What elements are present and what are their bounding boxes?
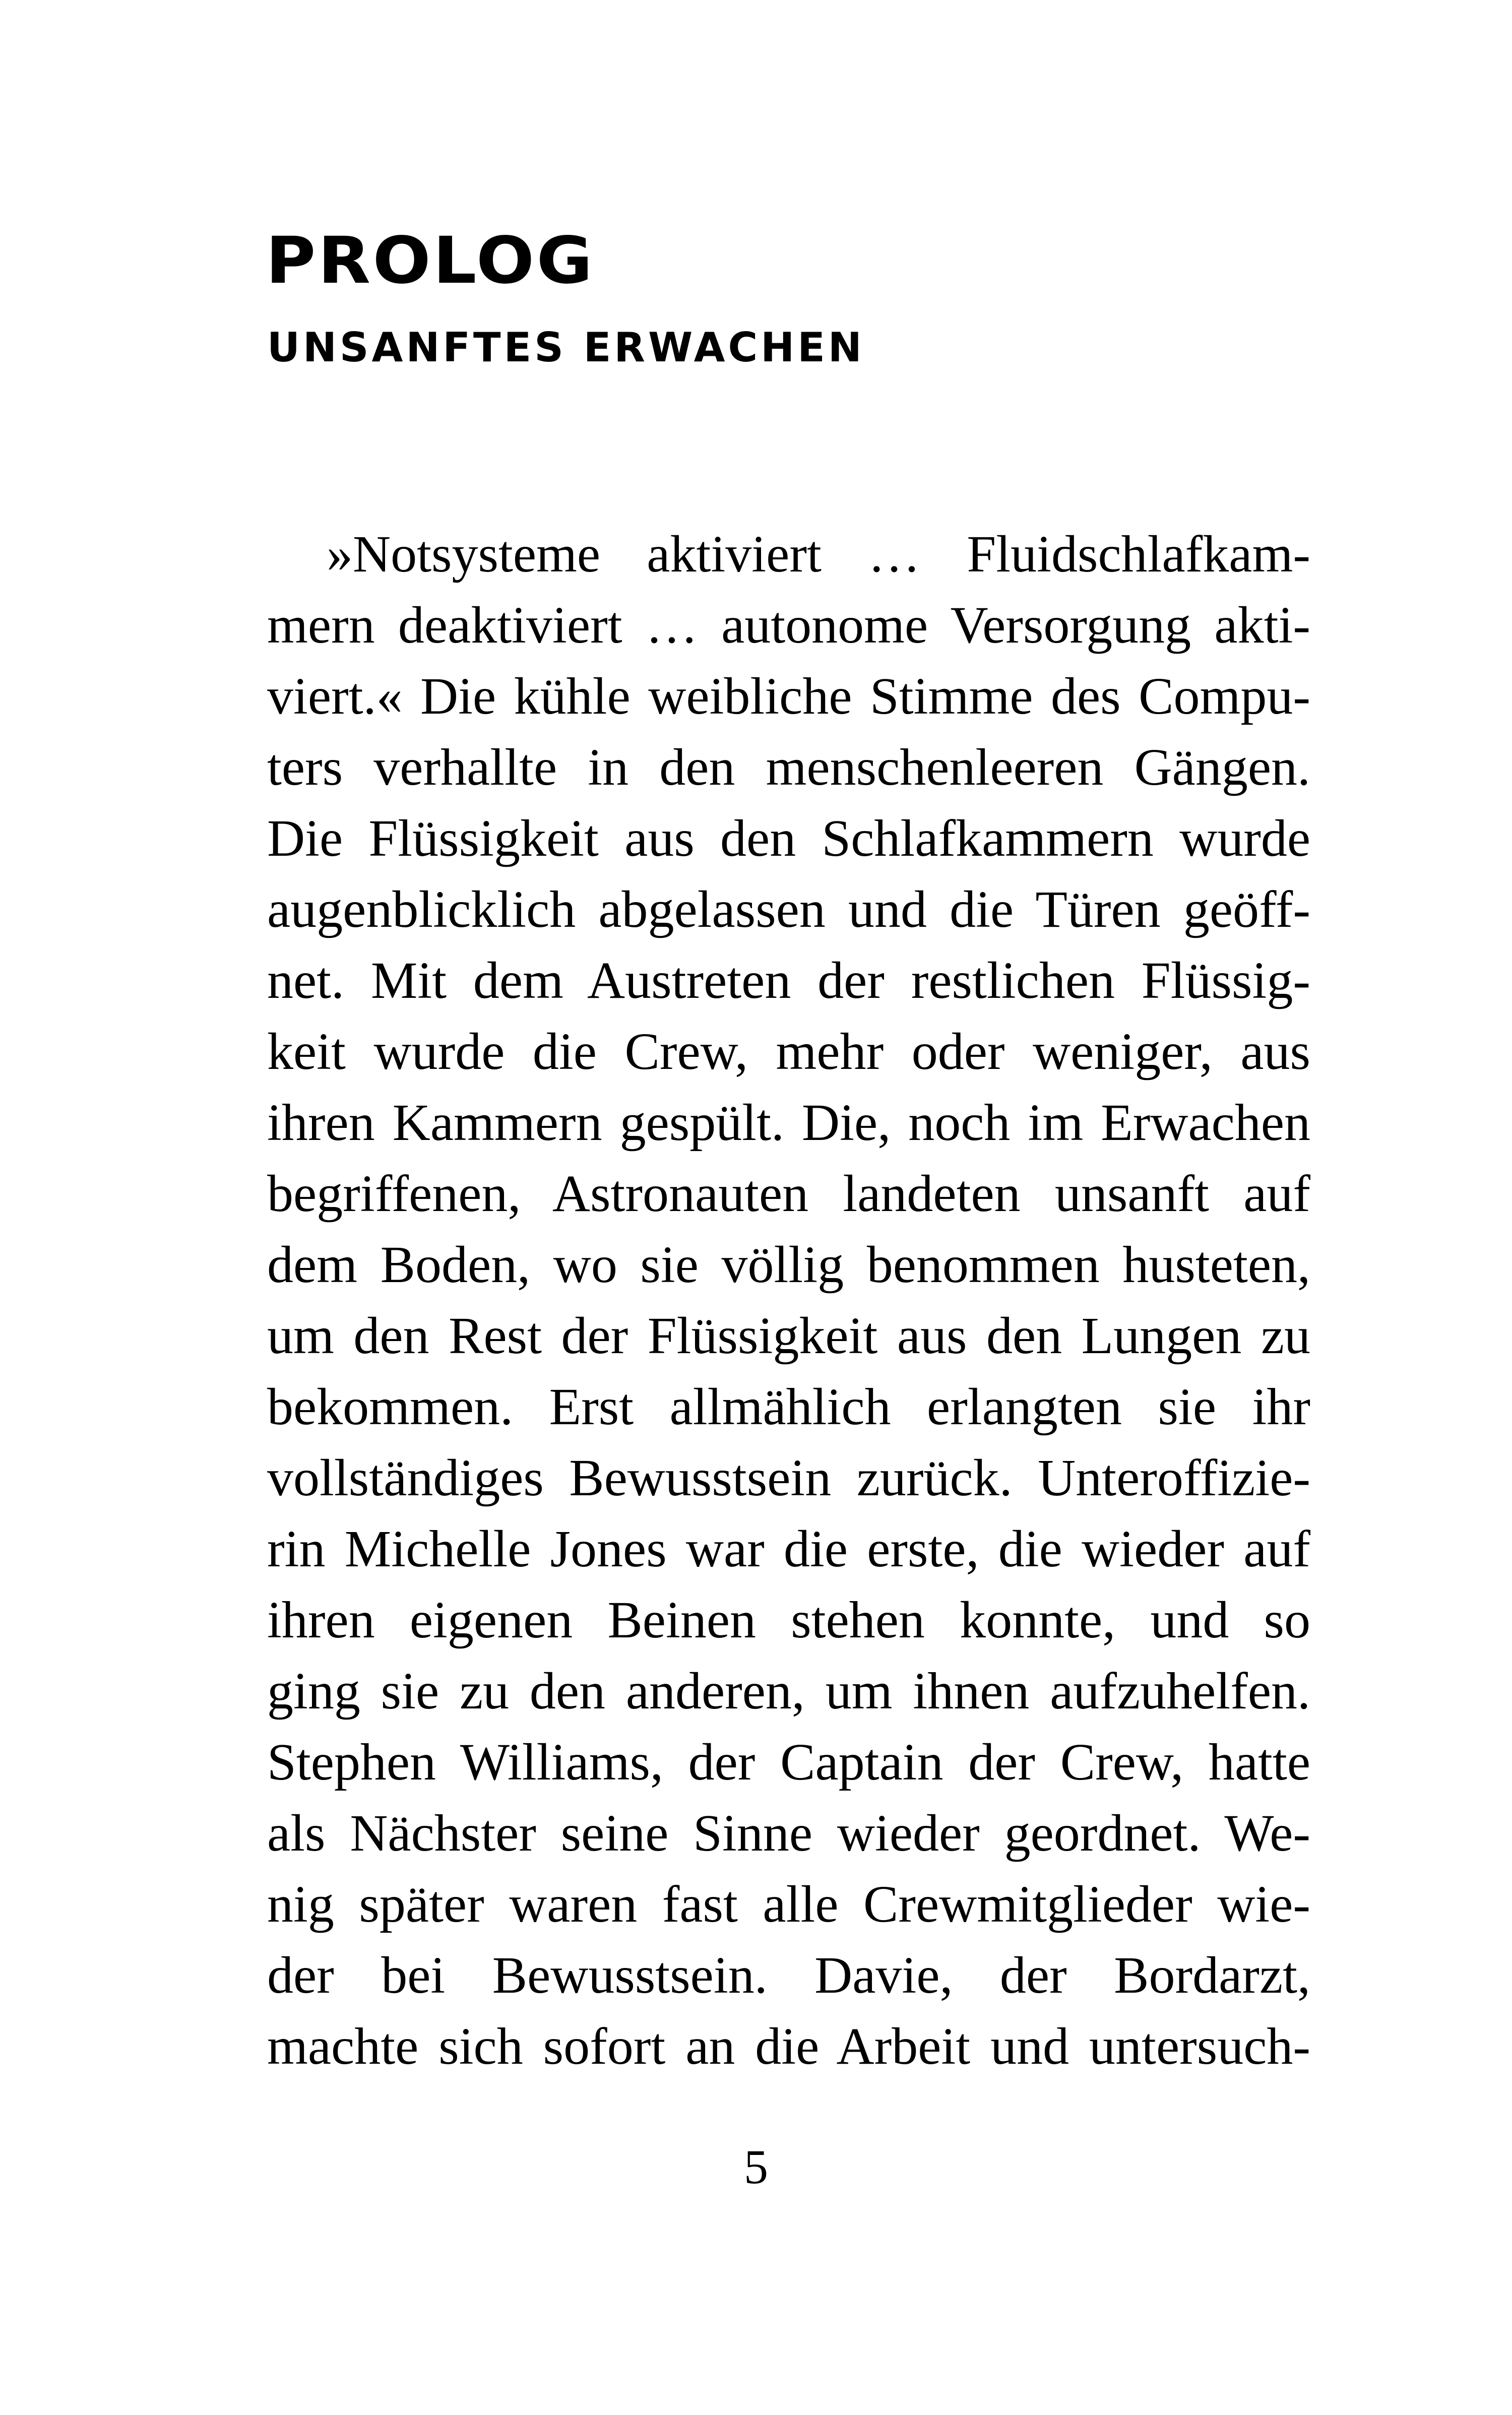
text-line: net. Mit dem Austreten der restlichen Flüssig- (267, 951, 1310, 1009)
text-line: viert.« Die kühle weibliche Stimme des Compu- (267, 667, 1310, 725)
page-number: 5 (744, 2140, 768, 2194)
text-line: der bei Bewusstsein. Davie, der Bordarzt, (267, 1946, 1310, 2004)
text-line: augenblicklich abgelassen und die Türen geöff- (267, 880, 1310, 938)
text-line: Die Flüssigkeit aus den Schlafkammern wurde (267, 809, 1310, 867)
text-line: um den Rest der Flüssigkeit aus den Lungen zu (267, 1307, 1310, 1365)
text-line: ihren eigenen Beinen stehen konnte, und so (267, 1591, 1310, 1649)
text-line: machte sich sofort an die Arbeit und untersuch- (267, 2017, 1310, 2075)
text-line: ging sie zu den anderen, um ihnen aufzuhelfen. (267, 1662, 1310, 1720)
text-line: »Notsysteme aktiviert … Fluidschlafkam- (327, 525, 1310, 583)
text-line: mern deaktiviert … autonome Versorgung akti- (267, 596, 1310, 654)
text-line: ters verhallte in den menschenleeren Gängen. (267, 738, 1310, 796)
text-line: vollständiges Bewusstsein zurück. Unteroffizie- (267, 1449, 1310, 1507)
text-line: keit wurde die Crew, mehr oder weniger, aus (267, 1023, 1310, 1081)
text-line: bekommen. Erst allmählich erlangten sie ihr (267, 1378, 1310, 1436)
text-line: nig später waren fast alle Crewmitglieder wie- (267, 1875, 1310, 1933)
chapter-title: PROLOG (266, 223, 595, 298)
text-line: dem Boden, wo sie völlig benommen husteten, (267, 1236, 1310, 1294)
text-line: begriffenen, Astronauten landeten unsanft auf (267, 1165, 1310, 1223)
text-line: als Nächster seine Sinne wieder geordnet. We- (267, 1804, 1310, 1862)
text-line: Stephen Williams, der Captain der Crew, hatte (267, 1733, 1310, 1791)
body-text (267, 521, 1310, 2084)
text-line: ihren Kammern gespült. Die, noch im Erwachen (267, 1094, 1310, 1152)
chapter-subtitle: UNSANFTES ERWACHEN (267, 324, 865, 371)
text-line: rin Michelle Jones war die erste, die wieder auf (267, 1520, 1310, 1578)
